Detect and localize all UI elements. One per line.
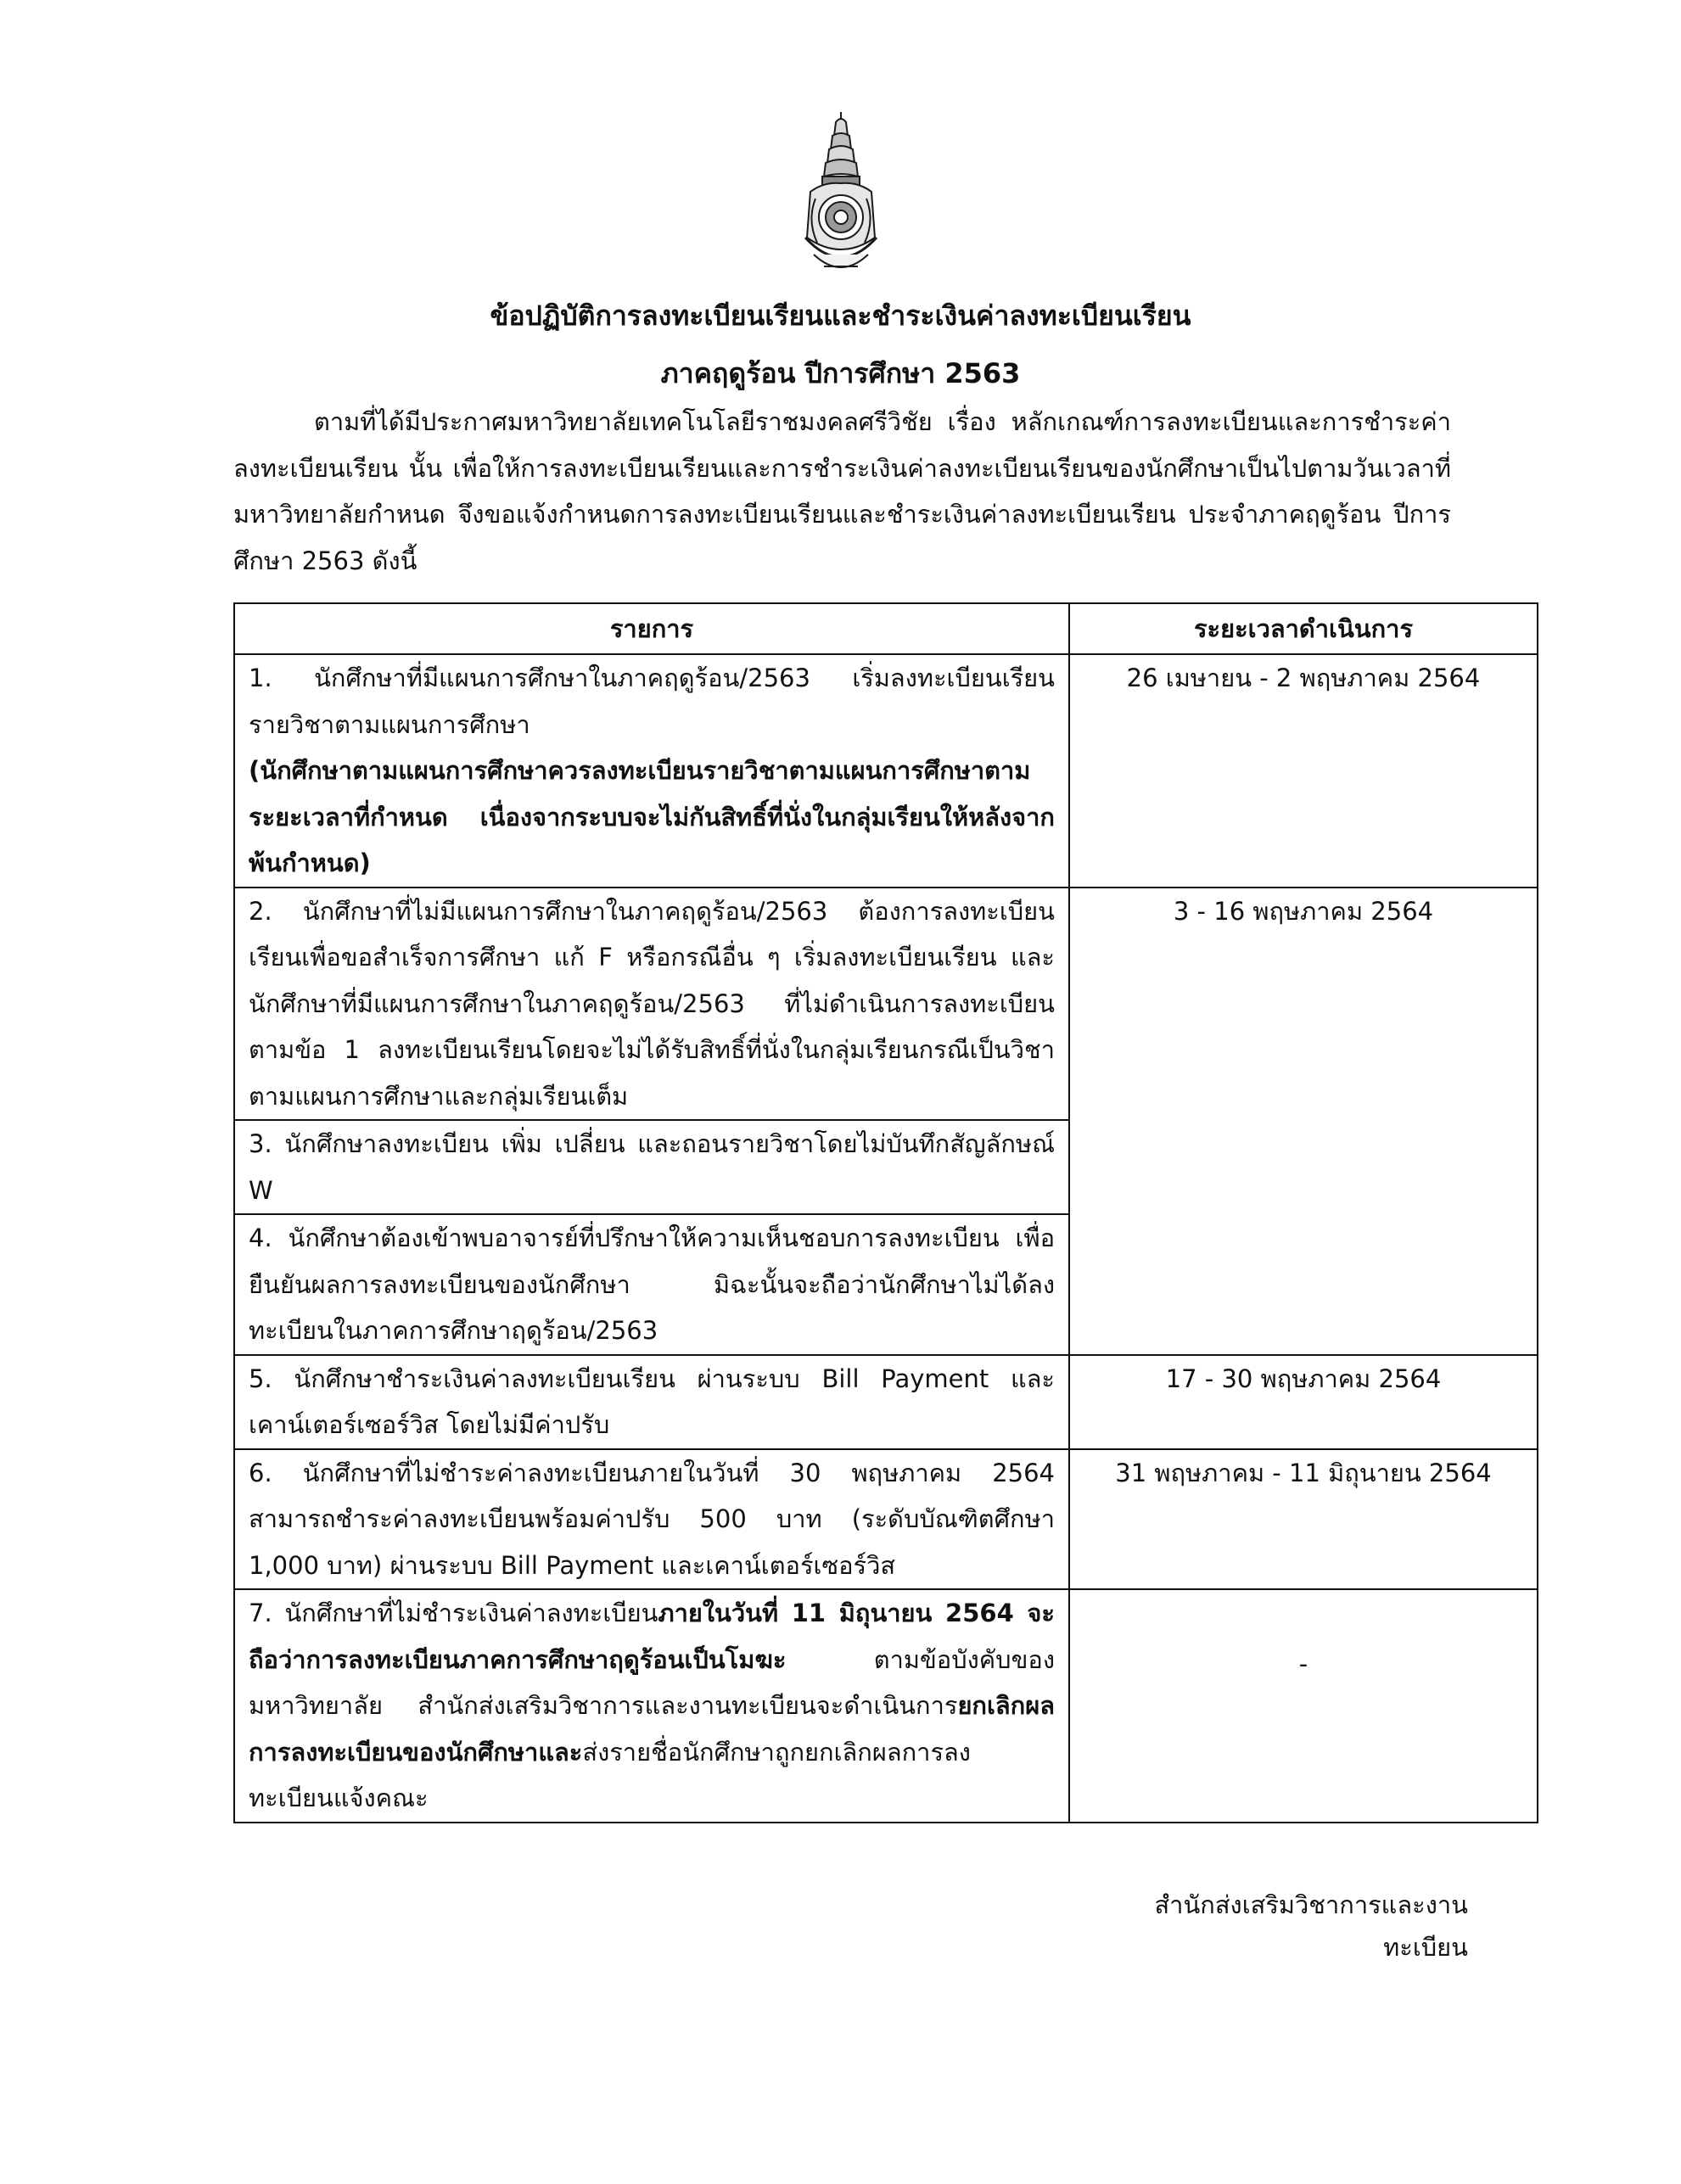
item-7-text-c: ตามข้อบังคับของมหาวิทยาลัย สำนักส่งเสริมวิชาการและงานทะเบียนจะดำเนินการ (249, 1644, 1055, 1720)
item-7-text-b: ภายในวันที่ 11 มิถุนายน 2564 จะถือว่าการลงทะเบียนภาคการศึกษาฤดูร้อนเป็นโมฆะ (249, 1599, 1055, 1674)
issuing-office: สำนักส่งเสริมวิชาการและงานทะเบียน (1154, 1890, 1468, 1962)
schedule-item-4: 4. นักศึกษาต้องเข้าพบอาจารย์ที่ปรึกษาให้ความเห็นชอบการลงทะเบียน เพื่อยืนยันผลการลงทะเบียนของนักศึกษา มิฉะนั้นจะถือว่านักศึกษาไม่ได้ลงทะเบียนในภาคการศึกษาฤดูร้อน/2563 (234, 1214, 1069, 1355)
table-row (234, 1355, 1538, 1449)
intro-paragraph: ตามที่ได้มีประกาศมหาวิทยาลัยเทคโนโลยีราชมงคลศรีวิชัย เรื่อง หลักเกณฑ์การลงทะเบียนและการชำระค่าลงทะเบียนเรียน นั้น เพื่อให้การลงทะเบียนเรียนและการชำระเงินค่าลงทะเบียนเรียนของนักศึกษาเป็นไปตามวันเวลาที่มหาวิทยาลัยกำหนด จึงขอแจ้งกำหนดการลงทะเบียนเรียนและชำระเงินค่าลงทะเบียนเรียน ประจำภาคฤดูร้อน ปีการศึกษา 2563 ดังนี้ (233, 407, 1451, 575)
schedule-table (233, 602, 1538, 1823)
university-seal-icon (798, 110, 883, 288)
column-header-item: รายการ (234, 603, 1069, 654)
schedule-item-1 (234, 654, 1069, 888)
schedule-item-3: 3. นักศึกษาลงทะเบียน เพิ่ม เปลี่ยน และถอนรายวิชาโดยไม่บันทึกสัญลักษณ์ W (234, 1120, 1069, 1214)
schedule-period-5: 17 - 30 พฤษภาคม 2564 (1069, 1355, 1538, 1449)
table-row (234, 1449, 1538, 1590)
schedule-item-2: 2. นักศึกษาที่ไม่มีแผนการศึกษาในภาคฤดูร้อน/2563 ต้องการลงทะเบียนเรียนเพื่อขอสำเร็จการศึกษา แก้ F หรือกรณีอื่น ๆ เริ่มลงทะเบียนเรียน และนักศึกษาที่มีแผนการศึกษาในภาคฤดูร้อน/2563 ที่ไม่ดำเนินการลงทะเบียนตามข้อ 1 ลงทะเบียนเรียนโดยจะไม่ได้รับสิทธิ์ที่นั่งในกลุ่มเรียนกรณีเป็นวิชาตามแผนการศึกษาและกลุ่มเรียนเต็ม (234, 888, 1069, 1121)
table-header-row (234, 603, 1538, 654)
document-title: ข้อปฏิบัติการลงทะเบียนเรียนและชำระเงินค่าลงทะเบียนเรียน (490, 300, 1191, 332)
schedule-period-7: - (1069, 1589, 1538, 1823)
table-row (234, 1589, 1538, 1823)
item-1-note: (นักศึกษาตามแผนการศึกษาควรลงทะเบียนรายวิชาตามแผนการศึกษาตามระยะเวลาที่กำหนด เนื่องจากระบบจะไม่กันสิทธิ์ที่นั่งในกลุ่มเรียนให้หลังจากพ้นกำหนด) (249, 756, 1055, 877)
table-row (234, 654, 1538, 888)
schedule-item-7 (234, 1589, 1069, 1823)
item-7-text-d: ยกเลิกผลการลงทะเบียนของนักศึกษาและ (249, 1691, 1055, 1767)
item-7-text-e: ส่งรายชื่อนักศึกษาถูกยกเลิกผลการลงทะเบียนแจ้งคณะ (249, 1737, 971, 1812)
schedule-period-2-4: 3 - 16 พฤษภาคม 2564 (1069, 888, 1538, 1355)
schedule-period-1: 26 เมษายน - 2 พฤษภาคม 2564 (1069, 654, 1538, 888)
item-7-text-a: 7. นักศึกษาที่ไม่ชำระเงินค่าลงทะเบียน (249, 1599, 658, 1627)
document-subtitle: ภาคฤดูร้อน ปีการศึกษา 2563 (660, 357, 1021, 389)
column-header-period: ระยะเวลาดำเนินการ (1069, 603, 1538, 654)
schedule-item-6: 6. นักศึกษาที่ไม่ชำระค่าลงทะเบียนภายในวันที่ 30 พฤษภาคม 2564 สามารถชำระค่าลงทะเบียนพร้อมค่าปรับ 500 บาท (ระดับบัณฑิตศึกษา 1,000 บาท) ผ่านระบบ Bill Payment และเคาน์เตอร์เซอร์วิส (234, 1449, 1069, 1590)
schedule-item-5: 5. นักศึกษาชำระเงินค่าลงทะเบียนเรียน ผ่านระบบ Bill Payment และเคาน์เตอร์เซอร์วิส โดยไม่มีค่าปรับ (234, 1355, 1069, 1449)
schedule-period-6: 31 พฤษภาคม - 11 มิถุนายน 2564 (1069, 1449, 1538, 1590)
item-1-text: 1. นักศึกษาที่มีแผนการศึกษาในภาคฤดูร้อน/2563 เริ่มลงทะเบียนเรียนรายวิชาตามแผนการศึกษา (249, 664, 1055, 739)
table-row (234, 888, 1538, 1121)
